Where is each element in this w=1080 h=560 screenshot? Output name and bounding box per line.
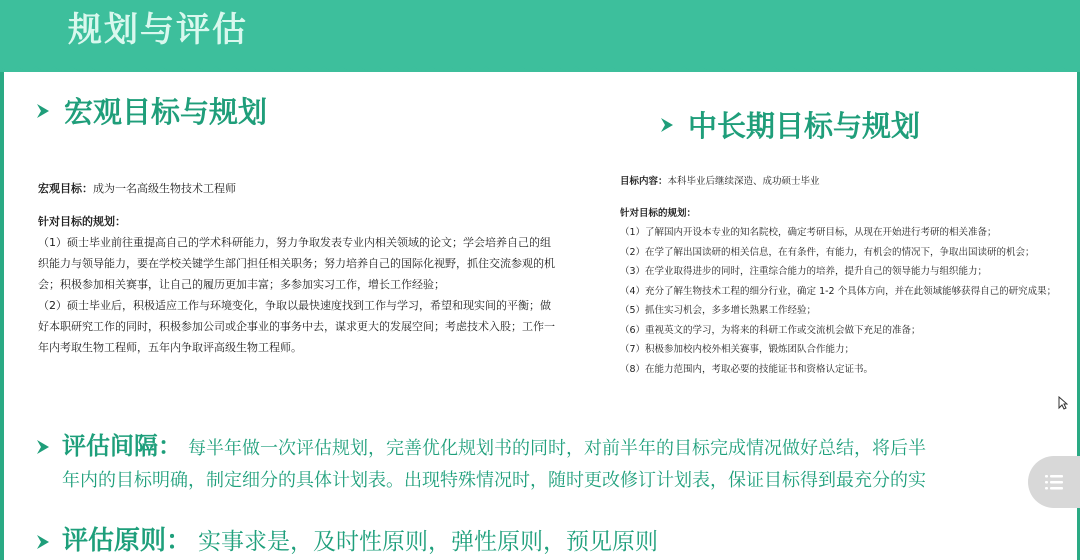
- cursor-icon: [1058, 396, 1068, 410]
- midlong-plan-item: （1）了解国内开设本专业的知名院校，确定考研目标，从现在开始进行考研的相关准备；: [620, 227, 997, 238]
- arrow-icon: [36, 439, 50, 455]
- macro-plan-item: （1）硕士毕业前往重提高自己的学术科研能力，努力争取发表专业内相关领域的论文；学会培养自己的组织能力与领导能力，要在学校关键学生部门担任相关职务；努力培养自己的国际化视野，抓住交流参观的机会；积极参加相关赛事，让自己的履历更加丰富；多参加实习工作，增长工作经验；: [38, 236, 555, 291]
- header-title: 规划与评估: [68, 10, 248, 50]
- macro-plan-item: （2）硕士毕业后，积极适应工作与环境变化，争取以最快速度找到工作与学习，希望和现实间的平衡；做好本职研究工作的同时，积极参加公司或企事业的事务中去，谋求更大的发展空间；考虑技术入股；工作一年内考取生物工程师，五年内争取评高级生物工程师。: [38, 299, 555, 354]
- arrow-icon: [36, 534, 50, 550]
- evaluation-interval: [36, 430, 1066, 497]
- interval-line-2: 年内的目标明确，制定细分的具体计划表。出现特殊情况时，随时更改修订计划表，保证目标得到最充分的实: [62, 470, 926, 491]
- midlong-plan-item: （5）抓住实习机会，多多增长熟累工作经验；: [620, 305, 817, 316]
- midlong-plan-item: （7）积极参加校内校外相关赛事，锻炼团队合作能力；: [620, 344, 855, 355]
- scallop-edge: [0, 60, 1080, 76]
- midlong-goal-label: 目标内容：: [620, 176, 668, 187]
- principles-text: 实事求是，及时性原则，弹性原则，预见原则: [198, 529, 659, 555]
- macro-heading-text: 宏观目标与规划: [64, 95, 268, 129]
- midlong-plan-label: 针对目标的规划：: [620, 207, 697, 219]
- left-border: [0, 72, 4, 560]
- midlong-goal-line: [620, 172, 1060, 192]
- interval-line-1: 每半年做一次评估规划，完善优化规划书的同时，对前半年的目标完成情况做好总结，将后半: [188, 438, 926, 459]
- midlong-plan-item: （8）在能力范围内，考取必要的技能证书和资格认定证书。: [620, 363, 874, 375]
- macro-goal-text: 成为一名高级生物技术工程师: [93, 182, 236, 195]
- menu-icon: [1042, 472, 1066, 492]
- midlong-goal-text: 本科毕业后继续深造、成功硕士毕业: [667, 176, 820, 187]
- header-band: [0, 0, 1080, 72]
- macro-plan-document: [38, 178, 558, 358]
- midlong-plan-item: （6）重视英文的学习，为将来的科研工作或交流机会做下充足的准备；: [620, 324, 921, 336]
- midlong-plan-item: （4）充分了解生物技术工程的细分行业，确定 1-2 个具体方向，并在此领域能够获得自己的研究成果；: [620, 285, 1057, 297]
- floating-menu-button[interactable]: [1028, 456, 1080, 508]
- midlong-plan-document: [620, 172, 1060, 379]
- arrow-icon: [660, 117, 674, 133]
- macro-goal-line: [38, 178, 558, 199]
- midlong-plan-item: （2）在学了解出国读研的相关信息，在有条件，有能力，有机会的情况下，争取出国读研的机会；: [620, 246, 1035, 258]
- macro-plan-label: 针对目标的规划：: [38, 215, 126, 228]
- macro-goal-label: 宏观目标：: [38, 182, 93, 195]
- midlong-section-heading: [660, 104, 920, 145]
- macro-section-heading: [36, 90, 267, 131]
- arrow-icon: [36, 103, 50, 119]
- midlong-heading-text: 中长期目标与规划: [688, 109, 921, 143]
- interval-label: 评估间隔：: [62, 431, 182, 460]
- evaluation-principles: [36, 520, 658, 557]
- principles-label: 评估原则：: [62, 526, 193, 556]
- interval-row-1: [36, 430, 1066, 465]
- midlong-plan-item: （3）在学业取得进步的同时，注重综合能力的培养，提升自己的领导能力与组织能力；: [620, 266, 988, 277]
